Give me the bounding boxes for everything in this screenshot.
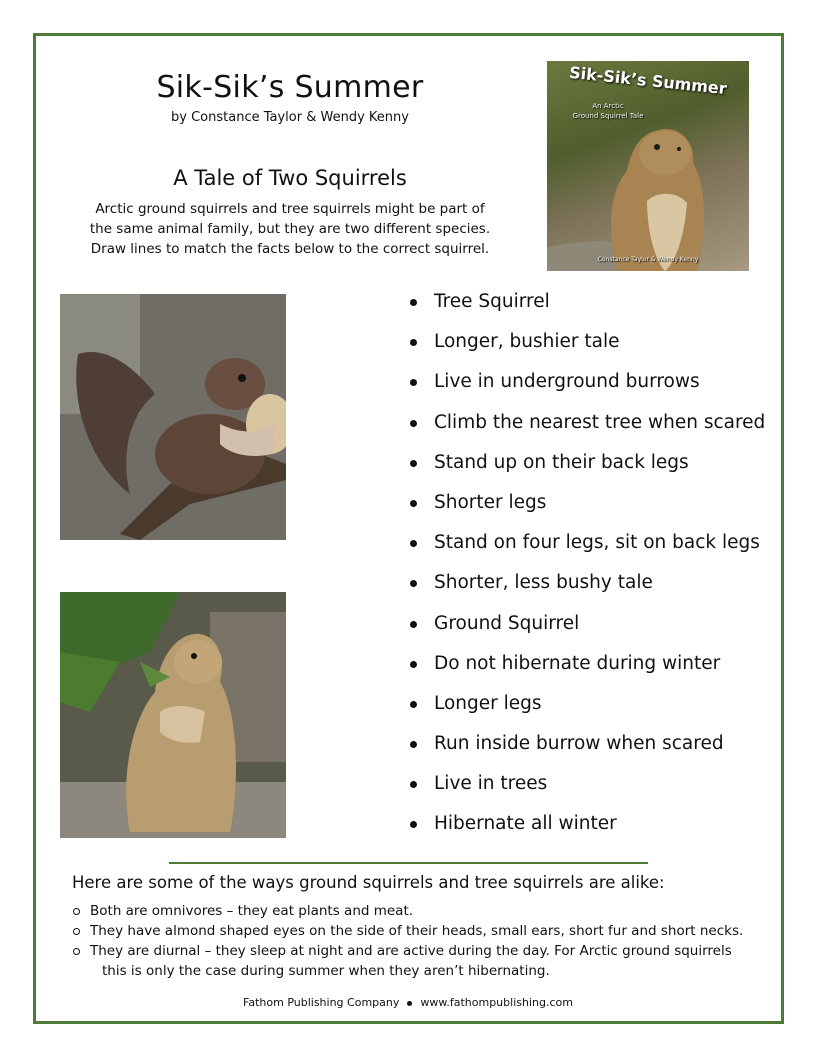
alike-text: They are diurnal – they sleep at night and are active during the day. For Arctic ground squirrels — [90, 943, 732, 959]
byline: by Constance Taylor & Wendy Kenny — [171, 110, 409, 125]
fact-text: Run inside burrow when scared — [434, 733, 724, 755]
fact-item — [408, 330, 765, 370]
section-subtitle: A Tale of Two Squirrels — [173, 166, 407, 190]
fact-item — [408, 612, 765, 652]
alike-list — [72, 901, 762, 981]
fact-item — [408, 290, 765, 330]
circle-bullet-icon — [73, 928, 80, 935]
fact-text: Ground Squirrel — [434, 612, 580, 634]
fact-text: Live in trees — [434, 773, 548, 795]
bullet-icon — [410, 621, 417, 628]
bullet-icon — [410, 540, 417, 547]
fact-item — [408, 411, 765, 451]
intro-line: the same animal family, but they are two different species. — [89, 221, 491, 237]
fact-item — [408, 732, 765, 772]
bullet-icon — [410, 741, 417, 748]
alike-item — [72, 901, 762, 921]
bullet-icon — [410, 299, 417, 306]
bullet-icon — [410, 580, 417, 587]
alike-heading: Here are some of the ways ground squirrels and tree squirrels are alike: — [72, 873, 665, 892]
alike-text-continued: this is only the case during summer when they aren’t hibernating. — [102, 963, 550, 979]
ground-squirrel-illustration — [60, 592, 286, 838]
fact-item — [408, 491, 765, 531]
alike-item — [72, 921, 762, 941]
cover-subtitle-line: An Arctic — [592, 102, 624, 110]
bullet-icon — [410, 379, 417, 386]
bullet-icon — [410, 781, 417, 788]
fact-item — [408, 451, 765, 491]
fact-item — [408, 652, 765, 692]
cover-subtitle-line: Ground Squirrel Tale — [572, 112, 644, 120]
publisher-name: Fathom Publishing Company — [243, 996, 400, 1009]
facts-list — [408, 290, 765, 853]
fact-text: Longer legs — [434, 692, 542, 714]
bullet-icon — [410, 661, 417, 668]
fact-text: Tree Squirrel — [434, 291, 550, 312]
page-title: Sik-Sik’s Summer — [156, 70, 424, 105]
fact-item — [408, 692, 765, 732]
bullet-icon — [410, 821, 417, 828]
fact-text: Shorter legs — [434, 491, 547, 513]
footer — [0, 996, 816, 1009]
alike-text: They have almond shaped eyes on the side of their heads, small ears, short fur and short necks. — [90, 923, 744, 939]
fact-item — [408, 812, 765, 852]
fact-text: Hibernate all winter — [434, 813, 617, 835]
alike-text: Both are omnivores – they eat plants and meat. — [90, 903, 414, 919]
fact-text: Longer, bushier tale — [434, 331, 620, 353]
tree-squirrel-photo — [60, 294, 286, 540]
bullet-icon — [410, 500, 417, 507]
ground-squirrel-photo — [60, 592, 286, 838]
intro-line: Draw lines to match the facts below to the correct squirrel. — [90, 241, 490, 257]
bullet-icon — [410, 460, 417, 467]
fact-item — [408, 571, 765, 611]
separator-dot-icon — [407, 1001, 412, 1006]
book-cover-image — [547, 61, 749, 271]
cover-authors: Constance Taylor & Wendy Kenny — [597, 256, 699, 263]
circle-bullet-icon — [73, 908, 80, 915]
fact-text: Stand on four legs, sit on back legs — [434, 532, 760, 554]
intro-paragraph — [60, 199, 520, 259]
circle-bullet-icon — [73, 948, 80, 955]
fact-item — [408, 370, 765, 410]
fact-text: Live in underground burrows — [434, 371, 700, 393]
bullet-icon — [410, 339, 417, 346]
fact-text: Stand up on their back legs — [434, 451, 689, 473]
cover-title: Sik-Sik’s Summer — [568, 62, 728, 99]
intro-line: Arctic ground squirrels and tree squirrels might be part of — [95, 201, 485, 217]
alike-item — [72, 941, 762, 981]
fact-text: Climb the nearest tree when scared — [434, 411, 766, 433]
bullet-icon — [410, 420, 417, 427]
publisher-website: www.fathompublishing.com — [420, 996, 573, 1009]
section-divider — [169, 862, 648, 864]
fact-text: Do not hibernate during winter — [434, 652, 721, 674]
fact-text: Shorter, less bushy tale — [434, 572, 653, 594]
tree-squirrel-illustration — [60, 294, 286, 540]
fact-item — [408, 772, 765, 812]
fact-item — [408, 531, 765, 571]
cover-subtitle — [563, 101, 653, 121]
bullet-icon — [410, 701, 417, 708]
